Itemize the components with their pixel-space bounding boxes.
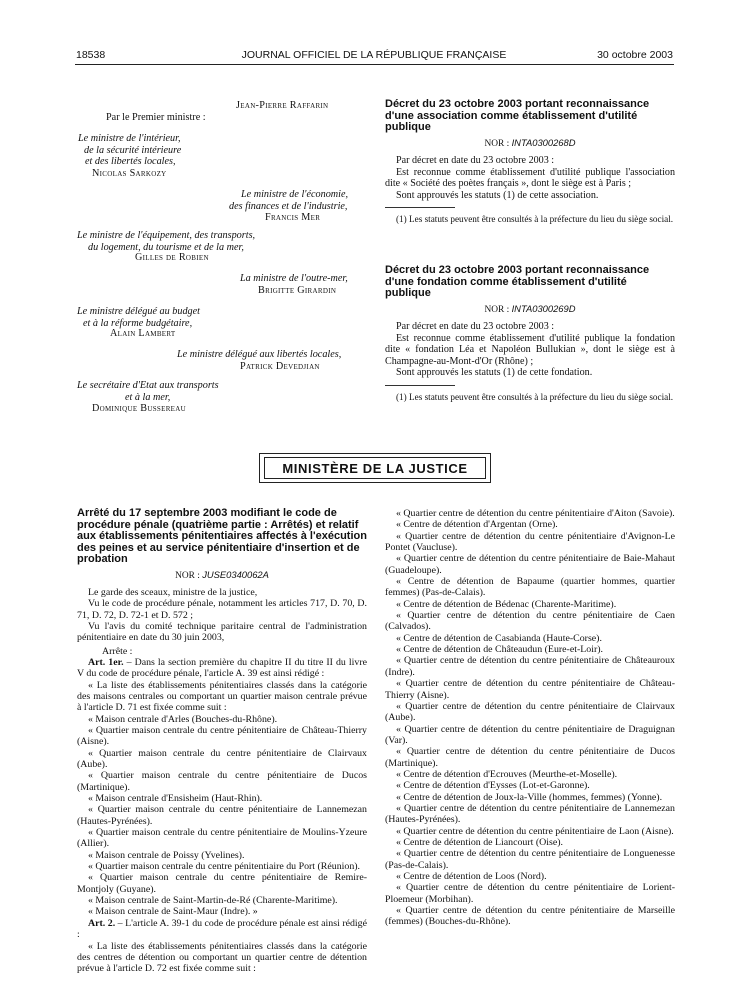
- paragraph: Sont approuvés les statuts (1) de cette fondation.: [396, 367, 593, 379]
- list-item: « Centre de détention de Bédenac (Charente-Maritime).: [396, 598, 617, 610]
- list-item: « Quartier centre de détention du centre pénitentiaire de Châteauroux (Indre).: [385, 655, 675, 678]
- article-1: Art. 1er. – Dans la section première du chapitre II du titre II du livre V du code de procédure pénale, l'article A. 39 est ainsi rédigé :: [77, 656, 367, 680]
- signature-budget-title: Le ministre délégué au budget et à la réforme budgétaire,: [77, 306, 200, 329]
- footnote-rule: [385, 207, 455, 208]
- list-item: « Quartier centre de détention du centre pénitentiaire de Marseille (femmes) (Bouches-du-Rhône).: [385, 905, 675, 928]
- arrete-right-column: [385, 508, 675, 928]
- list-item: « Quartier centre de détention du centre pénitentiaire d'Aiton (Savoie).: [396, 508, 675, 519]
- paragraph: Est reconnue comme établissement d'utilité publique l'association dite « Société des poètes français », dont le siège est à Paris ;: [385, 166, 675, 190]
- list-item: « Quartier maison centrale du centre pénitentiaire de Lannemezan (Hautes-Pyrénées).: [77, 804, 367, 827]
- paragraph: Sont approuvés les statuts (1) de cette association.: [396, 189, 599, 201]
- paragraph: Par décret en date du 23 octobre 2003 :: [396, 321, 555, 333]
- paragraph: Vu le code de procédure pénale, notamment les articles 717, D. 70, D. 71, D. 72, D. 72-1 et D. 572 ;: [77, 598, 367, 621]
- list-item: « Centre de détention de Bapaume (quartier hommes, quartier femmes) (Pas-de-Calais).: [385, 576, 675, 599]
- signature-economy-title: Le ministre de l'économie, des finances et de l'industrie,: [229, 189, 349, 212]
- arrete-title: Arrêté du 17 septembre 2003 modifiant le code de procédure pénale (quatrième partie : Arrêtés) et relatif aux établissements pénitentiaires affectés à l'exécution des peines et au service pénitentiaire d'insertion et de probation: [77, 507, 367, 565]
- signature-liberties-title: Le ministre délégué aux libertés locales,: [177, 349, 342, 360]
- paragraph: Vu l'avis du comité technique paritaire central de l'administration pénitentiaire en date du 30 juin 2003,: [77, 620, 367, 644]
- decree-title: Décret du 23 octobre 2003 portant reconnaissance d'une association comme établissement d'utilité publique: [385, 98, 650, 133]
- list-item: « Quartier centre de détention du centre pénitentiaire d'Avignon-Le Pontet (Vaucluse).: [385, 530, 675, 554]
- signature-transport-name: Dominique Bussereau: [92, 403, 186, 414]
- signature-pm-name: Jean-Pierre Raffarin: [236, 100, 329, 111]
- list-item: « Quartier centre de détention du centre pénitentiaire de Château-Thierry (Aisne).: [385, 678, 675, 701]
- header-rule: [75, 64, 674, 65]
- list-item: « Quartier maison centrale du centre pénitentiaire de Remire-Montjoly (Guyane).: [77, 872, 367, 895]
- paragraph: Le garde des sceaux, ministre de la justice,: [88, 586, 258, 598]
- nor-line: NOR : INTA0300269D: [484, 302, 576, 315]
- list-item: « Maison centrale d'Arles (Bouches-du-Rhône).: [88, 713, 278, 725]
- article-2-list: [385, 508, 675, 928]
- list-item: « Quartier centre de détention du centre pénitentiaire de Baie-Mahaut (Guadeloupe).: [385, 553, 675, 576]
- list-item: « Quartier centre de détention du centre pénitentiaire de Longuenesse (Pas-de-Calais).: [385, 848, 675, 871]
- list-item: « Centre de détention d'Argentan (Orne).: [396, 519, 558, 531]
- list-item: « Maison centrale de Poissy (Yvelines).: [88, 849, 245, 861]
- list-item: « Centre de détention de Châteaudun (Eure-et-Loir).: [396, 644, 604, 656]
- nor-line: NOR : JUSE0340062A: [175, 568, 269, 581]
- list-item: « Centre de détention d'Eysses (Lot-et-Garonne).: [396, 780, 590, 792]
- arrete-word: Arrête :: [102, 645, 133, 657]
- decree-association: [385, 99, 675, 225]
- list-item: « Quartier centre de détention du centre pénitentiaire de Ducos (Martinique).: [385, 746, 675, 769]
- footnote: (1) Les statuts peuvent être consultés à la préfecture du lieu du siège social.: [396, 392, 674, 403]
- decree-foundation: [385, 265, 675, 403]
- signature-economy-name: Francis Mer: [265, 212, 321, 223]
- signature-interior-name: Nicolas Sarkozy: [92, 168, 167, 179]
- list-item: « Quartier maison centrale du centre pénitentiaire de Château-Thierry (Aisne).: [77, 724, 367, 748]
- list-item: « Quartier centre de détention du centre pénitentiaire de Laon (Aisne).: [396, 825, 674, 837]
- list-item: « Quartier centre de détention du centre pénitentiaire de Lannemezan (Hautes-Pyrénées).: [385, 802, 675, 826]
- page-number: 18538: [76, 49, 106, 61]
- footnote: (1) Les statuts peuvent être consultés à la préfecture du lieu du siège social.: [396, 214, 674, 225]
- list-item: « Quartier centre de détention du centre pénitentiaire de Caen (Calvados).: [385, 610, 675, 633]
- list-item: « Centre de détention de Liancourt (Oise).: [396, 836, 563, 848]
- list-item: « Maison centrale de Saint-Martin-de-Ré (Charente-Maritime).: [88, 895, 338, 907]
- list-item: « Centre de détention de Joux-la-Ville (hommes, femmes) (Yonne).: [396, 791, 663, 803]
- signature-budget-name: Alain Lambert: [110, 328, 176, 339]
- paragraph: Est reconnue comme établissement d'utilité publique la fondation dite « fondation Léa et Napoléon Bullukian », dont le siège est à Champagne-au-Mont-d'Or (Rhône) ;: [385, 332, 675, 367]
- arrete-left-column: [77, 508, 367, 975]
- paragraph: « La liste des établissements pénitentiaires classés dans la catégorie des centres de détention ou comportant un quartier centre de détention prévue à l'article D. 72 est fixée comme suit :: [77, 940, 367, 975]
- list-item: « Quartier centre de détention du centre pénitentiaire de Clairvaux (Aube).: [385, 700, 675, 724]
- list-item: « Quartier centre de détention du centre pénitentiaire de Draguignan (Var).: [385, 723, 675, 746]
- list-item: « Quartier centre de détention du centre pénitentiaire de Lorient-Ploemeur (Morbihan).: [385, 882, 675, 905]
- list-item: « Centre de détention d'Ecrouves (Meurthe-et-Moselle).: [396, 768, 618, 780]
- list-item: « Quartier maison centrale du centre pénitentiaire de Moulins-Yzeure (Allier).: [77, 827, 367, 850]
- signature-interior-title: Le ministre de l'intérieur, de la sécurité intérieure et des libertés locales,: [78, 133, 182, 167]
- paragraph: « La liste des établissements pénitentiaires classés dans la catégorie des maisons centrales ou comportant un quartier maison centrale prévue à l'article D. 71 est fixée comme suit :: [77, 679, 367, 714]
- signature-overseas-name: Brigitte Girardin: [258, 285, 337, 296]
- list-item: « Maison centrale de Saint-Maur (Indre). »: [88, 906, 258, 918]
- list-item: « Quartier maison centrale du centre pénitentiaire du Port (Réunion).: [88, 861, 361, 873]
- list-item: « Centre de détention de Casabianda (Haute-Corse).: [396, 632, 602, 644]
- signature-transport-title: Le secrétaire d'Etat aux transports et à la mer,: [77, 380, 219, 403]
- article-1-list: [77, 714, 367, 918]
- footnote-rule: [385, 385, 455, 386]
- decree-title: Décret du 23 octobre 2003 portant reconnaissance d'une fondation comme établissement d'utilité publique: [385, 264, 650, 299]
- list-item: « Maison centrale d'Ensisheim (Haut-Rhin).: [88, 793, 263, 805]
- signature-overseas-title: La ministre de l'outre-mer,: [240, 273, 348, 284]
- paragraph: Par décret en date du 23 octobre 2003 :: [396, 155, 555, 167]
- signature-equipment-title: Le ministre de l'équipement, des transports, du logement, du tourisme et de la mer,: [77, 230, 256, 253]
- signature-liberties-name: Patrick Devedjian: [240, 361, 320, 372]
- signature-pm-by: Par le Premier ministre :: [106, 112, 206, 123]
- list-item: « Centre de détention de Loos (Nord).: [396, 871, 547, 882]
- list-item: « Quartier maison centrale du centre pénitentiaire de Ducos (Martinique).: [77, 770, 367, 793]
- journal-title: JOURNAL OFFICIEL DE LA RÉPUBLIQUE FRANÇAISE: [241, 49, 507, 61]
- signature-equipment-name: Gilles de Robien: [135, 252, 209, 263]
- ministry-banner: MINISTÈRE DE LA JUSTICE: [259, 453, 491, 483]
- nor-line: NOR : INTA0300268D: [484, 136, 576, 149]
- issue-date: 30 octobre 2003: [597, 49, 673, 61]
- list-item: « Quartier maison centrale du centre pénitentiaire de Clairvaux (Aube).: [77, 747, 367, 770]
- article-2: Art. 2. – L'article A. 39-1 du code de procédure pénale est ainsi rédigé :: [77, 917, 367, 941]
